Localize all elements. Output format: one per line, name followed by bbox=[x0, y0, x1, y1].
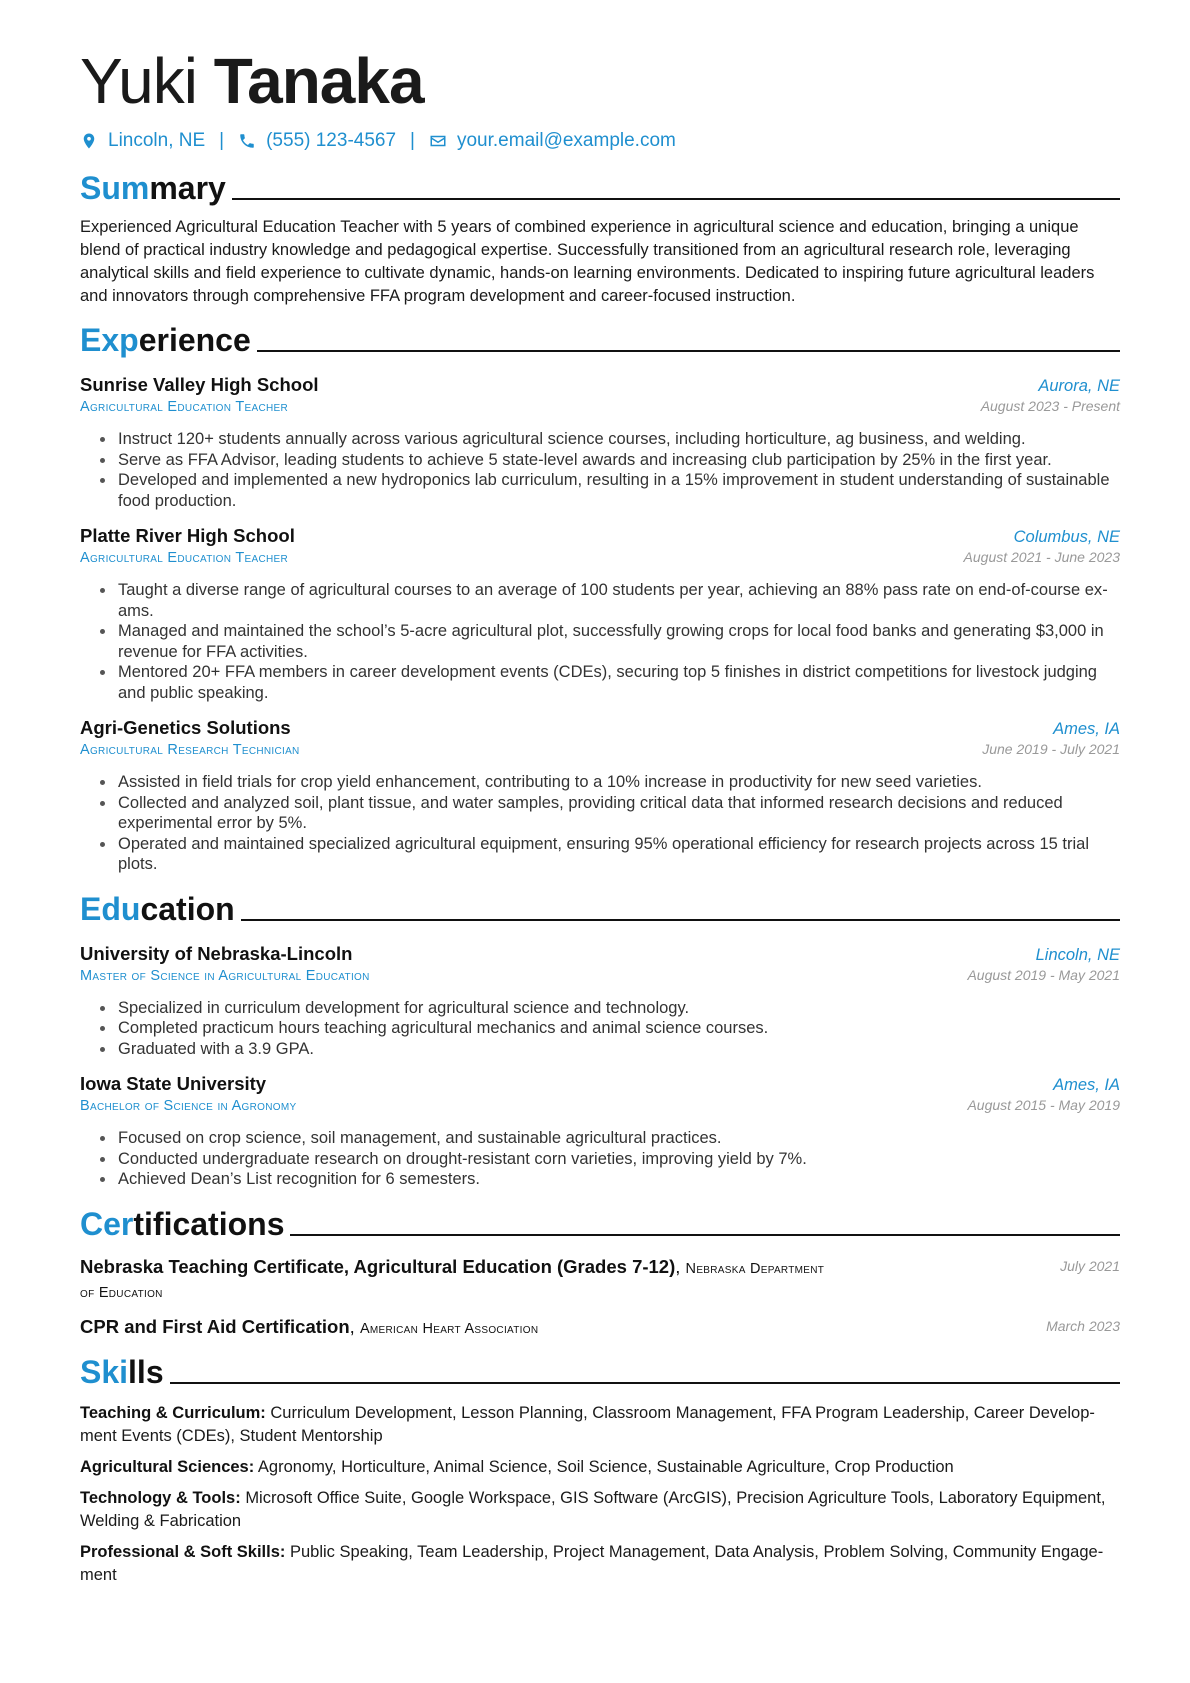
certification-name: Nebraska Teaching Certificate, Agricultural Education (Grades 7-12) bbox=[80, 1255, 676, 1277]
entry-dates: August 2015 - May 2019 bbox=[967, 1097, 1120, 1113]
entry-location: Ames, IA bbox=[1053, 720, 1120, 738]
envelope-icon bbox=[429, 132, 447, 150]
section-rule bbox=[257, 350, 1120, 352]
bullet-list bbox=[80, 772, 1120, 875]
entry-dates: August 2019 - May 2021 bbox=[967, 966, 1120, 983]
certification-issuer: American Heart Association bbox=[359, 1320, 539, 1337]
institution-name: Iowa State University bbox=[80, 1073, 267, 1094]
entry-location: Ames, IA bbox=[1053, 1076, 1120, 1094]
title-rest: mary bbox=[149, 170, 226, 206]
contact-separator: | bbox=[219, 130, 225, 151]
bullet-item: • Managed and maintained the school’s 5-acre agricultural plot, successfully growing crops for local food banks and generating $3,000 in revenue for FFA activities. bbox=[116, 621, 1120, 662]
employer-name: Platte River High School bbox=[80, 525, 295, 546]
experience-entry bbox=[80, 374, 1120, 511]
skill-items: Microsoft Office Suite, Google Workspace, GIS Software (ArcGIS), Precision Agriculture Tools, Laboratory Equipment, Welding & Fabrication bbox=[80, 1488, 1106, 1530]
employer-name: Sunrise Valley High School bbox=[80, 374, 319, 395]
bullet-item: • Focused on crop science, soil management, and sustainable agricultural practices. bbox=[116, 1128, 1120, 1149]
bullet-item: • Operated and maintained specialized agricultural equipment, ensuring 95% operational efficiency for research projects across 15 trial plots. bbox=[116, 834, 1120, 875]
certification-date: March 2023 bbox=[1046, 1317, 1120, 1334]
section-rule bbox=[232, 198, 1120, 200]
bullet-item: • Conducted undergraduate research on drought-resistant corn varieties, improving yield by 7%. bbox=[116, 1149, 1120, 1170]
bullet-list bbox=[80, 580, 1120, 703]
skill-row bbox=[80, 1541, 1120, 1587]
title-rest: lls bbox=[128, 1353, 164, 1390]
entry-location: Aurora, NE bbox=[1038, 377, 1120, 395]
skill-items: Agronomy, Horticulture, Animal Science, Soil Science, Sustainable Agriculture, Crop Production bbox=[257, 1457, 954, 1476]
title-accent: Exp bbox=[80, 322, 139, 358]
entry-location: Columbus, NE bbox=[1013, 528, 1120, 546]
education-entry bbox=[80, 943, 1120, 1060]
certifications-heading bbox=[80, 1206, 1120, 1242]
skill-category: Agricultural Sciences: bbox=[80, 1457, 255, 1476]
bullet-item: • Collected and analyzed soil, plant tissue, and water samples, providing critical data that informed research decisions and reduced experimental error by 5%. bbox=[116, 793, 1120, 834]
experience-entry bbox=[80, 525, 1120, 703]
job-title: Agricultural Education Teacher bbox=[80, 550, 288, 566]
section-title bbox=[80, 1206, 284, 1242]
bullet-item: • Mentored 20+ FFA members in career development events (CDEs), securing top 5 finishes in district competitions for livestock judging and public speaking. bbox=[116, 662, 1120, 703]
bullet-item: • Specialized in curriculum development for agricultural science and technology. bbox=[116, 998, 1120, 1019]
bullet-item: • Taught a diverse range of agricultural courses to an average of 100 students per year, achieving an 88% pass rate on end-of-course exams. bbox=[116, 580, 1120, 621]
entry-dates: August 2023 - Present bbox=[980, 398, 1120, 414]
skill-row bbox=[80, 1402, 1120, 1448]
certification-entry: Nebraska Teaching Certificate, Agricultural Education (Grades 7-12), Nebraska Department of Education July 2021 bbox=[80, 1255, 1120, 1301]
institution-name: University of Nebraska-Lincoln bbox=[80, 942, 353, 964]
last-name: Tanaka bbox=[213, 45, 424, 117]
job-title: Agricultural Education Teacher bbox=[80, 399, 288, 415]
location-item bbox=[80, 130, 205, 152]
summary-text: Experienced Agricultural Education Teacher with 5 years of combined experience in agricultural science and education, bringing a unique blend of practical industry knowledge and pedagogical expertise. Successfully transitioned from an agricultural research role, leveraging analytical skills and field experience to cultivate dynamic, hands-on learning environments. Dedicated to inspiring future agricultural leaders and innovators through comprehensive FFA program development and career-focused instruction. bbox=[80, 218, 1095, 305]
certification-entry: CPR and First Aid Certification, American Heart Association March 2023 bbox=[80, 1315, 1120, 1337]
education-heading bbox=[80, 891, 1120, 927]
skill-items: Curriculum Development, Lesson Planning, Classroom Management, FFA Program Leadership, Career Development Events (CDEs), Student Mentorship bbox=[80, 1403, 1095, 1445]
skill-category: Professional & Soft Skills: bbox=[80, 1542, 286, 1561]
skill-category: Technology & Tools: bbox=[80, 1488, 241, 1507]
bullet-item: • Serve as FFA Advisor, leading students to achieve 5 state-level awards and increasing club participation by 25% in the first year. bbox=[116, 450, 1120, 471]
section-rule bbox=[241, 919, 1120, 921]
skill-items: Public Speaking, Team Leadership, Project Management, Data Analysis, Problem Solving, Community Engagement bbox=[80, 1542, 1104, 1584]
bullet-item: • Completed practicum hours teaching agricultural mechanics and animal science courses. bbox=[116, 1018, 1120, 1039]
candidate-name bbox=[80, 42, 1120, 120]
section-title bbox=[80, 322, 251, 358]
title-rest: tifications bbox=[133, 1205, 285, 1242]
section-title bbox=[80, 891, 235, 927]
certification-date: July 2021 bbox=[1060, 1257, 1120, 1274]
skill-row bbox=[80, 1487, 1120, 1533]
bullet-item: • Developed and implemented a new hydroponics lab curriculum, resulting in a 15% improvement in student understanding of sustainable food production. bbox=[116, 470, 1120, 511]
entry-dates: August 2021 - June 2023 bbox=[963, 549, 1120, 565]
title-accent: Ski bbox=[80, 1353, 129, 1390]
phone-item bbox=[238, 130, 396, 152]
degree-title: Master of Science in Agricultural Education bbox=[80, 967, 370, 984]
bullet-list bbox=[80, 998, 1120, 1060]
phone-text: (555) 123-4567 bbox=[266, 130, 397, 151]
contact-separator: | bbox=[410, 130, 415, 151]
skill-category: Teaching & Curriculum: bbox=[80, 1403, 266, 1422]
skill-row bbox=[80, 1456, 1120, 1479]
map-marker-icon bbox=[80, 132, 98, 150]
bullet-item: • Instruct 120+ students annually across various agricultural science courses, including horticulture, ag business, and welding. bbox=[116, 429, 1120, 450]
education-entry bbox=[80, 1073, 1120, 1190]
section-title bbox=[80, 170, 226, 206]
contact-line bbox=[80, 130, 1120, 152]
section-rule bbox=[170, 1382, 1120, 1384]
title-accent: Cer bbox=[80, 1205, 134, 1242]
title-rest: erience bbox=[138, 322, 251, 358]
bullet-item: • Achieved Dean’s List recognition for 6 semesters. bbox=[116, 1169, 1120, 1190]
email-item[interactable] bbox=[429, 130, 676, 152]
title-accent: Sum bbox=[80, 170, 150, 206]
bullet-item: • Assisted in field trials for crop yield enhancement, contributing to a 10% increase in productivity for new seed varieties. bbox=[116, 772, 1120, 793]
title-rest: cation bbox=[140, 890, 235, 927]
certification-name: CPR and First Aid Certification bbox=[80, 1315, 350, 1337]
section-rule bbox=[290, 1234, 1120, 1236]
entry-dates: June 2019 - July 2021 bbox=[982, 741, 1120, 757]
title-accent: Edu bbox=[80, 890, 141, 927]
summary-heading bbox=[80, 170, 1120, 206]
employer-name: Agri-Genetics Solutions bbox=[80, 717, 291, 738]
location-text: Lincoln, NE bbox=[108, 130, 206, 151]
email-link[interactable]: your.email@example.com bbox=[456, 130, 676, 151]
bullet-item: • Graduated with a 3.9 GPA. bbox=[116, 1039, 1120, 1060]
experience-entry bbox=[80, 717, 1120, 875]
phone-icon bbox=[238, 132, 256, 150]
experience-heading bbox=[80, 322, 1120, 358]
skills-heading bbox=[80, 1354, 1120, 1390]
certification-issuer: Nebraska Department of Education bbox=[80, 1260, 825, 1301]
bullet-list bbox=[80, 1128, 1120, 1190]
degree-title: Bachelor of Science in Agronomy bbox=[80, 1098, 297, 1114]
entry-location: Lincoln, NE bbox=[1035, 945, 1120, 964]
job-title: Agricultural Research Technician bbox=[80, 742, 300, 758]
bullet-list bbox=[80, 429, 1120, 511]
first-name: Yuki bbox=[80, 45, 197, 117]
section-title bbox=[80, 1354, 164, 1390]
